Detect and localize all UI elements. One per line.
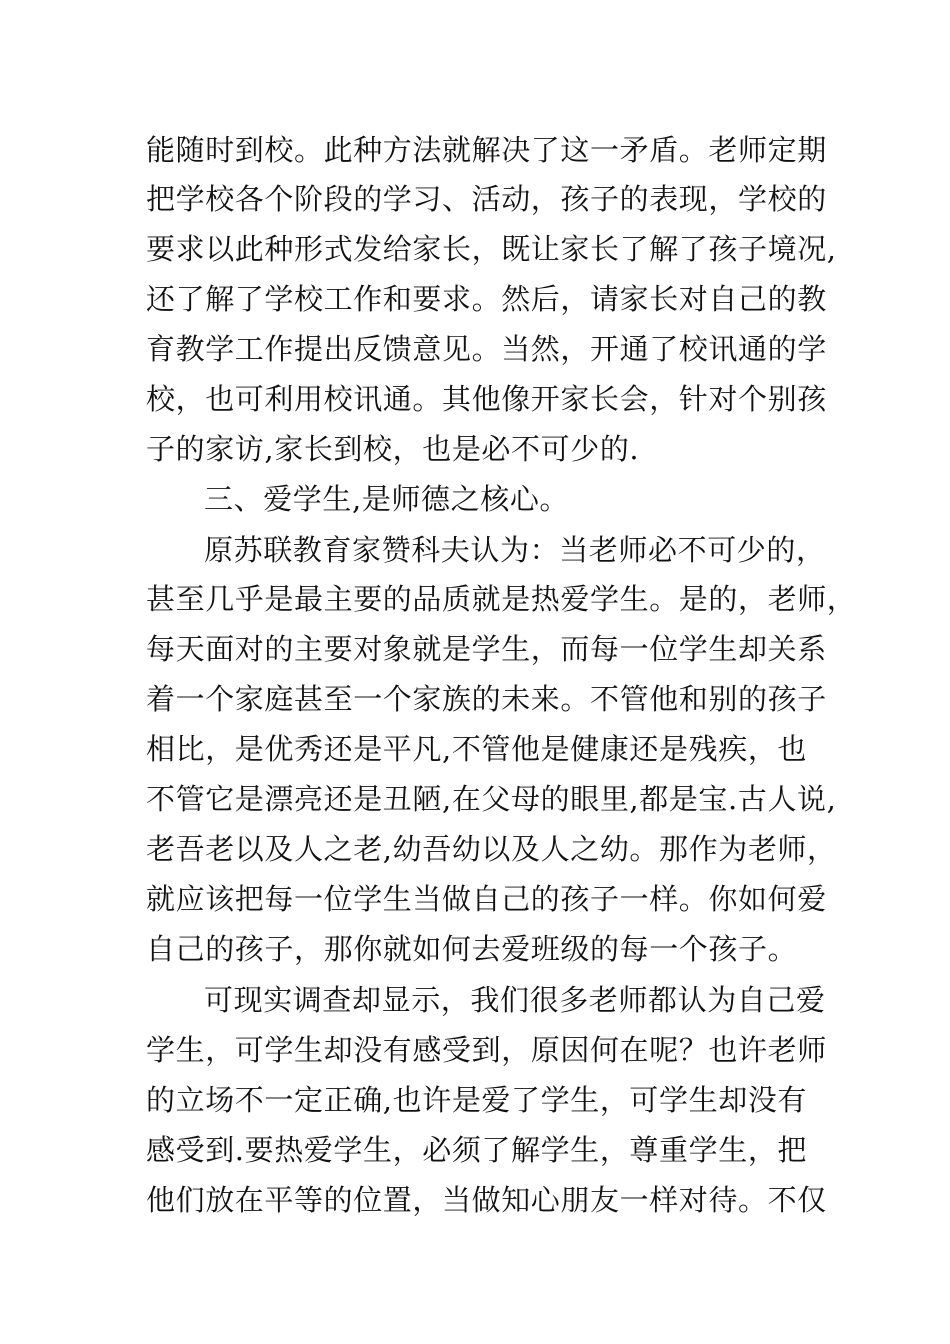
text-line: 育教学工作提出反馈意见。当然，开通了校讯通的学: [146, 332, 827, 366]
text-line: 能随时到校。此种方法就解决了这一矛盾。老师定期: [146, 133, 827, 167]
text-line: 不管它是漂亮还是丑陋,在父母的眼里,都是宝.古人说,: [146, 782, 837, 816]
text-line: 老吾老以及人之老,幼吾幼以及人之幼。那作为老师，: [146, 832, 837, 866]
text-line: 的立场不一定正确,也许是爱了学生，可学生却没有: [146, 1083, 808, 1117]
text-line: 每天面对的主要对象就是学生，而每一位学生却关系: [146, 632, 827, 666]
text-line: 子的家访,家长到校，也是必不可少的.: [146, 432, 640, 466]
text-line: 可现实调查却显示，我们很多老师都认为自己爱: [204, 983, 826, 1017]
text-line: 要求以此种形式发给家长，既让家长了解了孩子境况,: [146, 232, 837, 266]
text-line: 还了解了学校工作和要求。然后，请家长对自己的教: [146, 282, 827, 316]
text-line: 就应该把每一位学生当做自己的孩子一样。你如何爱: [146, 882, 827, 916]
text-line: 把学校各个阶段的学习、活动，孩子的表现，学校的: [146, 182, 827, 216]
text-line: 学生，可学生却没有感受到，原因何在呢？也许老师: [146, 1033, 827, 1067]
text-line: 感受到.要热爱学生，必须了解学生，尊重学生，把: [146, 1133, 808, 1167]
text-line: 原苏联教育家赞科夫认为：当老师必不可少的，: [204, 533, 826, 567]
text-line: 他们放在平等的位置，当做知心朋友一样对待。不仅: [146, 1183, 827, 1217]
text-line: 甚至几乎是最主要的品质就是热爱学生。是的，老师，: [146, 582, 857, 616]
text-line: 校，也可利用校讯通。其他像开家长会，针对个别孩: [146, 382, 827, 416]
text-line: 自己的孩子，那你就如何去爱班级的每一个孩子。: [146, 932, 798, 966]
text-line: 着一个家庭甚至一个家族的未来。不管他和别的孩子: [146, 682, 827, 716]
section-heading: 三、爱学生,是师德之核心。: [204, 482, 570, 516]
text-line: 相比，是优秀还是平凡,不管他是健康还是残疾，也: [146, 732, 808, 766]
